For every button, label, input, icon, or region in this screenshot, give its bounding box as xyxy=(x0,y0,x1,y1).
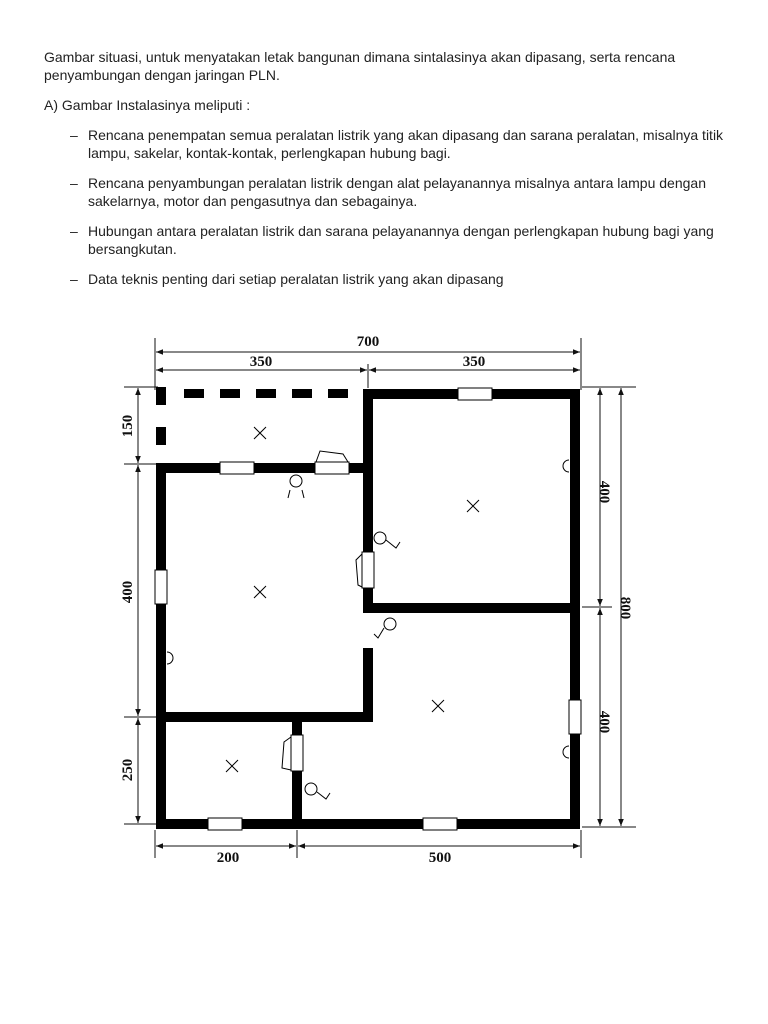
list-item-text: Data teknis penting dari setiap peralatan listrik yang akan dipasang xyxy=(88,271,504,287)
dimension-label-top-right: 350 xyxy=(462,354,486,370)
lamp-icon xyxy=(432,700,444,712)
dimension-label-right-bottom: 400 xyxy=(596,710,612,734)
intro-paragraph: Gambar situasi, untuk menyatakan letak bangunan dimana sintalasinya akan dipasang, serta rencana penyambungan dengan jaringan PLN. xyxy=(44,49,676,83)
bullet-list xyxy=(44,126,724,288)
outlet-icon xyxy=(563,460,569,472)
bullet-dash: – xyxy=(70,223,78,239)
bullet-dash: – xyxy=(70,127,78,143)
floor-plan-drawing xyxy=(118,330,638,870)
list-item-text: Hubungan antara peralatan listrik dan sarana pelayanannya dengan perlengkapan hubung bagi yang bersangkutan. xyxy=(88,223,714,257)
bullet-dash: – xyxy=(70,271,78,287)
switches xyxy=(288,475,400,799)
dimension-lines xyxy=(124,338,636,858)
list-item xyxy=(44,222,724,258)
outlet-icon xyxy=(563,746,569,758)
outlet-icon xyxy=(167,652,173,664)
dimension-label-right-top: 400 xyxy=(596,480,612,504)
list-item xyxy=(44,270,724,288)
dimension-label-left-top: 150 xyxy=(120,414,136,438)
dimension-label-bottom-right: 500 xyxy=(428,850,452,866)
dimension-label-left-bottom: 250 xyxy=(120,758,136,782)
dimension-label-left-middle: 400 xyxy=(120,580,136,604)
bullet-dash: – xyxy=(70,175,78,191)
list-item xyxy=(44,126,724,162)
section-heading: A) Gambar Instalasinya meliputi : xyxy=(44,97,251,113)
dimension-label-top-left: 350 xyxy=(249,354,273,370)
lamp-icon xyxy=(467,500,479,512)
switch-icon xyxy=(305,783,330,799)
lamp-icon xyxy=(254,427,266,439)
list-item xyxy=(44,174,724,210)
list-item-text: Rencana penempatan semua peralatan listrik yang akan dipasang dan sarana peralatan, misalnya titik lampu, sakelar, kontak-kontak, perlengkapan hubung bagi. xyxy=(88,127,724,161)
text-content xyxy=(44,48,724,300)
dimension-label-bottom-left: 200 xyxy=(216,850,240,866)
walls xyxy=(156,387,580,829)
switch-icon xyxy=(288,475,304,498)
switch-icon xyxy=(374,532,400,548)
lamp-icon xyxy=(226,760,238,772)
lamp-icon xyxy=(254,586,266,598)
list-item-text: Rencana penyambungan peralatan listrik dengan alat pelayanannya misalnya antara lampu dengan sakelarnya, motor dan pengasutnya dan sebagainya. xyxy=(88,175,706,209)
dimension-label-right-total: 800 xyxy=(617,596,633,620)
dimension-label-total-width: 700 xyxy=(356,334,380,350)
switch-icon xyxy=(374,618,396,638)
